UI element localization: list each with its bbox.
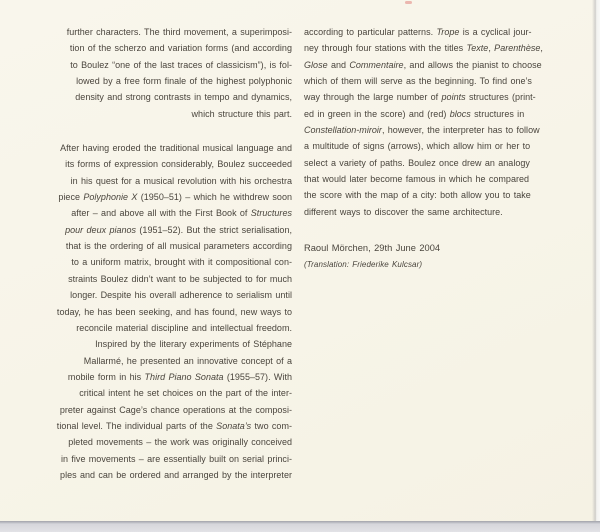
text-line: critical intent he set choices on the part of the inter- [79, 388, 292, 399]
left-text-column [30, 24, 292, 483]
text-line: mobile form in his Third Piano Sonata (1955–57). With [67, 371, 292, 382]
text-line: Constellation-miroir, however, the interpreter has to follow [304, 125, 540, 136]
text-line: ples and can be ordered and arranged by the interpreter [60, 469, 292, 480]
scan-speck [405, 1, 412, 4]
text-line: further characters. The third movement, a superimposi- [66, 27, 292, 37]
paragraph [30, 140, 292, 483]
text-line: its forms of expression considerably, Boulez succeeded [65, 159, 292, 170]
text-line: way through the large number of points structures (print- [304, 92, 536, 103]
text-line: after – and above all with the First Book of Structures [71, 208, 292, 219]
text-line: After having eroded the traditional musical language and [60, 143, 292, 154]
right-text-column [304, 24, 596, 271]
text-line: reconcile material discipline and intellectual freedom. [76, 322, 292, 333]
text-line: different ways to discover the same architecture. [304, 206, 503, 217]
text-line: longer. Despite his overall adherence to serialism until [70, 290, 292, 301]
scan-edge-bottom [0, 521, 600, 532]
text-line: that would later become famous in which he compared [304, 174, 530, 185]
text-line: Inspired by the literary experiments of Stéphane [95, 339, 292, 350]
text-line: today, he has been seeking, and has found, new ways to [56, 306, 292, 317]
text-line: that is the ordering of all musical parameters according [65, 241, 292, 252]
paragraph [304, 24, 596, 220]
text-line: to Boulez “one of the last traces of classicism”), is fol- [70, 59, 292, 70]
author-signature: Raoul Mörchen, 29th June 2004 [304, 243, 441, 254]
text-line: piece Polyphonie X (1950–51) – which he withdrew soon [58, 192, 292, 203]
text-line: which of them will serve as the beginning. To find one’s [304, 76, 532, 87]
text-line: lowed by a free form finale of the highest polyphonic [76, 76, 292, 87]
text-line: select a variety of paths. Boulez once drew an analogy [304, 157, 530, 168]
text-line: tion of the scherzo and variation forms (and according [69, 43, 292, 54]
text-line: to a uniform matrix, brought with it compositional con- [71, 257, 292, 268]
right-paragraphs [304, 24, 596, 220]
text-line: in five movements – are essentially built on serial princi- [61, 453, 292, 464]
text-line: tional level. The individual parts of the Sonata’s two com- [56, 420, 292, 431]
text-line: ed in green in the score) and (red) blocs structures in [304, 108, 525, 119]
paragraph [30, 24, 292, 122]
text-line: according to particular patterns. Trope is a cyclical jour- [304, 27, 532, 37]
left-paragraphs [30, 24, 292, 483]
text-line: pour deux pianos (1951–52). But the strict serialisation, [65, 224, 292, 235]
page-edge-right [592, 0, 600, 521]
text-line: Mallarmé, he presented an innovative concept of a [83, 355, 292, 366]
text-line: a multitude of signs (arrows), which allow him or her to [304, 141, 531, 152]
text-line: pleted movements – the work was originally conceived [68, 437, 292, 448]
text-line: preter against Cage’s chance operations at the composi- [59, 404, 292, 415]
text-line: ney through four stations with the titles Texte, Parenthèse, [304, 43, 543, 54]
text-line: straints Boulez didn’t want to be subjected to for much [68, 273, 292, 284]
text-line: which structure this part. [191, 108, 292, 119]
text-line: in his quest for a musical revolution with his orchestra [70, 175, 292, 186]
text-line: the score with the map of a city: both allow you to take [304, 190, 531, 201]
text-line: density and strong contrasts in tempo and dynamics, [75, 92, 292, 103]
text-line: Glose and Commentaire, and allows the pianist to choose [304, 59, 542, 70]
translation-note: (Translation: Friederike Kulcsar) [304, 260, 423, 270]
